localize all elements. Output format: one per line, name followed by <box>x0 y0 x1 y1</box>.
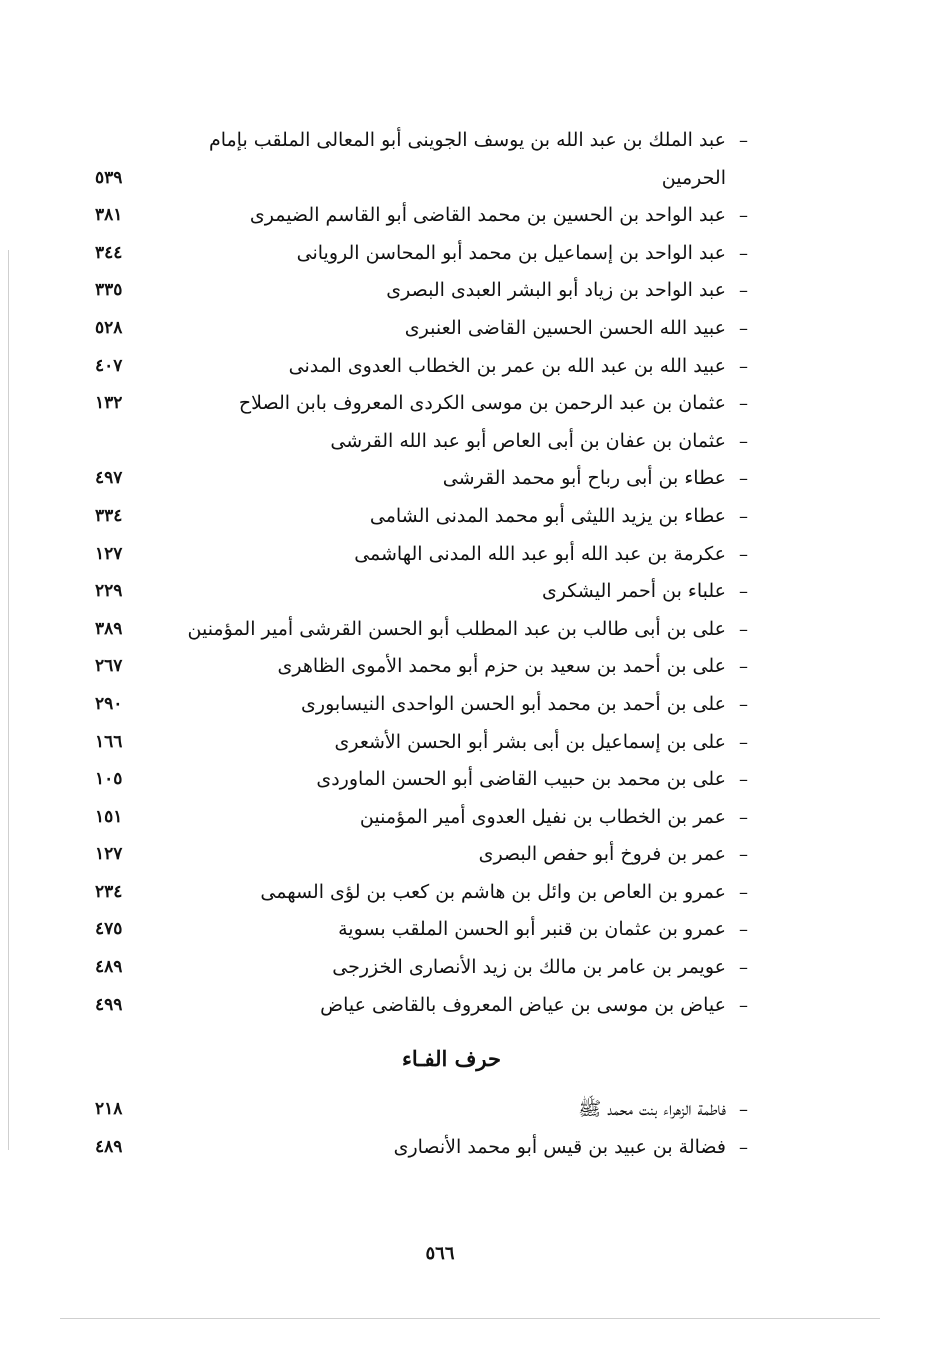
entry-dash: – <box>739 693 748 715</box>
entry-dash: – <box>739 1136 748 1158</box>
section-heading-fa: حرف الفـاء <box>402 1046 501 1072</box>
entry-page-number: ٥٣٩ <box>95 167 123 188</box>
entry-page-number: ٤٩٧ <box>95 468 123 489</box>
entry-name: عمرو بن العاص بن وائل بن هاشم بن كعب بن لؤى السهمى <box>260 880 726 903</box>
entry-dash: – <box>739 242 748 264</box>
entry-page-number: ٤٧٥ <box>95 919 123 940</box>
entry-page-number: ٣٤٤ <box>95 242 123 263</box>
entry-page-number: ٣٨٩ <box>95 618 123 639</box>
entry-dash: – <box>739 844 748 866</box>
entry-page-number: ٣٨١ <box>95 205 123 226</box>
entry-page-number: ٤٠٧ <box>95 355 123 376</box>
entry-page-number: ١٥١ <box>95 806 123 827</box>
entry-name: فاطمة الزهراء بنت محمد ﷺ <box>578 1098 726 1121</box>
entry-name: عمر بن الخطاب بن نفيل العدوى أمير المؤمنين <box>359 805 726 828</box>
index-entry <box>95 836 748 874</box>
entry-name: عثمان بن عفان بن أبى العاص أبو عبد الله القرشى <box>330 429 726 452</box>
entry-name: على بن أبى طالب بن عبد المطلب أبو الحسن القرشى أمير المؤمنين <box>187 617 726 640</box>
index-entry <box>95 911 748 949</box>
entry-dash: – <box>739 1099 748 1121</box>
scan-mark-left <box>8 250 9 1150</box>
index-entry <box>95 573 748 611</box>
index-entry <box>95 385 748 423</box>
entry-name: عبيد الله الحسن الحسين القاضى العنبرى <box>404 316 726 339</box>
entry-page-number: ١٢٧ <box>95 844 123 865</box>
entry-dash: – <box>739 881 748 903</box>
index-entry <box>95 799 748 837</box>
index-entry <box>95 1091 748 1129</box>
entry-dash: – <box>739 317 748 339</box>
index-entry <box>95 348 748 386</box>
entry-name: عطاء بن أبى رباح أبو محمد القرشى <box>442 467 726 490</box>
entry-dash: – <box>739 994 748 1016</box>
entry-dash: – <box>739 581 748 603</box>
entry-dash: – <box>739 430 748 452</box>
entry-page-number: ٢٣٤ <box>95 881 123 902</box>
entry-dash: – <box>739 919 748 941</box>
entry-page-number: ٢٢٩ <box>95 581 123 602</box>
scan-mark-bottom <box>60 1318 880 1319</box>
entry-dash: – <box>739 468 748 490</box>
entry-dash: – <box>739 205 748 227</box>
entry-dash: – <box>739 280 748 302</box>
entry-dash: – <box>739 656 748 678</box>
entry-name: عمرو بن عثمان بن قنبر أبو الحسن الملقب بسوية <box>338 918 726 941</box>
index-entry <box>95 686 748 724</box>
index-entry <box>95 272 748 310</box>
entry-dash: – <box>739 731 748 753</box>
entry-dash: – <box>739 618 748 640</box>
entry-name: عثمان بن عبد الرحمن بن موسى الكردى المعروف بابن الصلاح <box>238 392 726 415</box>
entry-page-number: ٣٣٥ <box>95 280 123 301</box>
entry-page-number: ٢٩٠ <box>95 693 123 714</box>
index-entry <box>95 498 748 536</box>
index-entry <box>95 611 748 649</box>
index-entry <box>95 724 748 762</box>
entry-name: عبد الملك بن عبد الله بن يوسف الجوينى أبو المعالى الملقب بإمام الحرمين <box>208 129 726 189</box>
entry-name: عبد الواحد بن زياد أبو البشر العبدى البصرى <box>386 279 726 302</box>
entry-name: عويمر بن عامر بن مالك بن زيد الأنصارى الخزرجى <box>332 956 726 979</box>
index-entry <box>95 423 748 461</box>
entry-name: عمر بن فروخ أبو حفص البصرى <box>478 843 726 866</box>
entry-name: على بن إسماعيل بن أبى بشر أبو الحسن الأشعرى <box>334 730 726 753</box>
entry-dash: – <box>739 355 748 377</box>
entry-name: عياض بن موسى بن عياض المعروف بالقاضى عياض <box>320 993 726 1016</box>
entry-dash: – <box>739 543 748 565</box>
index-entry <box>95 235 748 273</box>
entry-page-number: ١٢٧ <box>95 543 123 564</box>
entry-page-number: ١٦٦ <box>95 731 123 752</box>
index-entry <box>95 987 748 1025</box>
entry-page-number: ٥٢٨ <box>95 317 123 338</box>
entry-dash: – <box>739 505 748 527</box>
entry-page-number: ٣٣٤ <box>95 505 123 526</box>
index-list <box>95 122 748 1166</box>
entry-name: عبد الواحد بن إسماعيل بن محمد أبو المحاسن الرويانى <box>296 241 726 264</box>
entry-name: عكرمة بن عبد الله أبو عبد الله المدنى الهاشمى <box>354 542 726 565</box>
entry-dash: – <box>739 130 748 151</box>
entry-page-number: ٢٦٧ <box>95 656 123 677</box>
page-number: ٥٦٦ <box>425 1243 455 1264</box>
entry-name: على بن أحمد بن سعيد بن حزم أبو محمد الأموى الظاهرى <box>277 655 726 678</box>
entry-page-number: ٢١٨ <box>95 1099 123 1120</box>
entry-name: على بن محمد بن حبيب القاضى أبو الحسن الماوردى <box>316 768 726 791</box>
entry-page-number: ١٣٢ <box>95 393 123 414</box>
entries-group-ain <box>95 122 748 1024</box>
index-entry <box>95 874 748 912</box>
index-entry <box>95 460 748 498</box>
entry-name: على بن أحمد بن محمد أبو الحسن الواحدى النيسابورى <box>301 692 726 715</box>
entry-name: عبيد الله بن عبد الله بن عمر بن الخطاب العدوى المدنى <box>288 354 726 377</box>
entry-name: عبد الواحد بن الحسين بن محمد القاضى أبو القاسم الضيمرى <box>249 204 726 227</box>
entry-page-number: ٤٨٩ <box>95 1136 123 1157</box>
entry-page-number: ٤٨٩ <box>95 957 123 978</box>
index-entry <box>95 761 748 799</box>
entry-page-number: ١٠٥ <box>95 769 123 790</box>
entry-name: فضالة بن عبيد بن قيس أبو محمد الأنصارى <box>393 1135 726 1158</box>
entry-dash: – <box>739 769 748 791</box>
entry-dash: – <box>739 806 748 828</box>
index-entry <box>95 197 748 235</box>
index-entry <box>95 310 748 348</box>
entry-name: علباء بن أحمر اليشكرى <box>541 580 726 603</box>
index-entry <box>95 648 748 686</box>
entry-name: عطاء بن يزيد الليثى أبو محمد المدنى الشامى <box>369 504 726 527</box>
entry-dash: – <box>739 393 748 415</box>
entry-dash: – <box>739 957 748 979</box>
entry-page-number: ٤٩٩ <box>95 994 123 1015</box>
entries-group-fa <box>95 1091 748 1166</box>
index-entry <box>95 949 748 987</box>
index-entry <box>95 1129 748 1167</box>
index-entry <box>95 122 748 197</box>
index-entry <box>95 536 748 574</box>
